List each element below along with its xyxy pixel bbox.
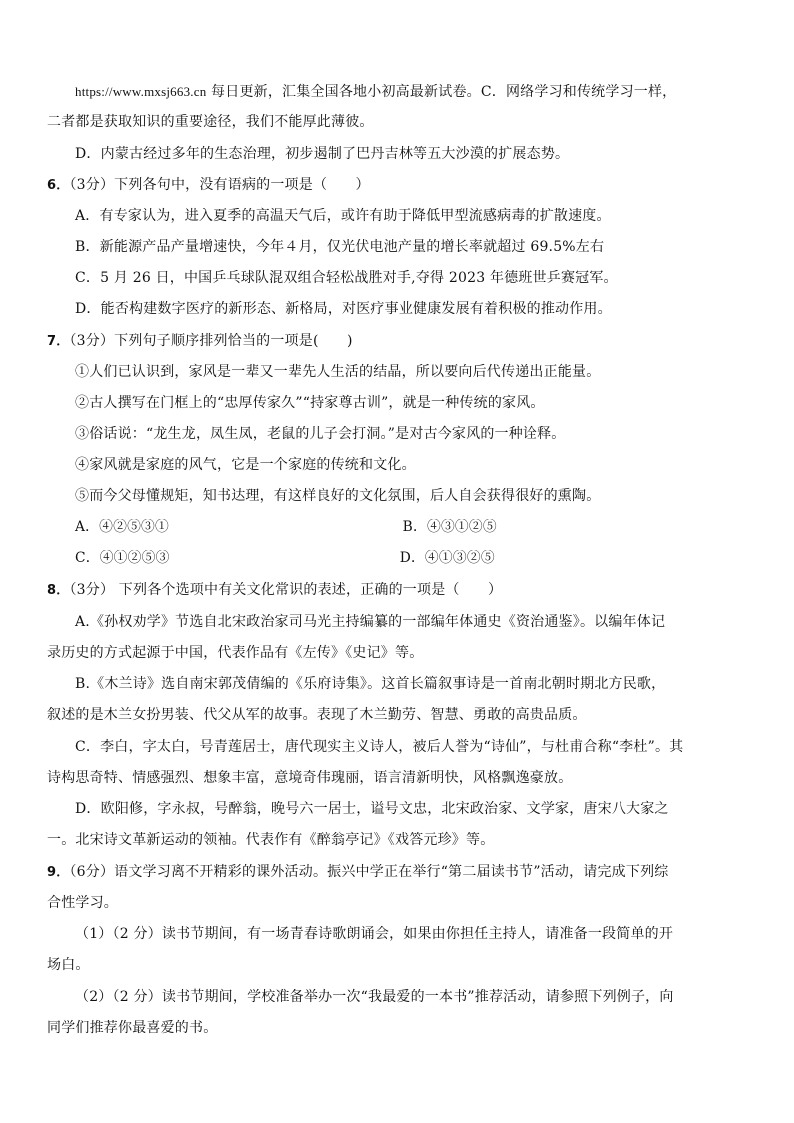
q9-part1-line1: （1）（2 分）读书节期间，有一场青春诗歌朗诵会，如果由你担任主持人，请准备一段简单的开: [75, 926, 674, 942]
q6-option-b: B．新能源产品产量增速快，今年４月，仅光伏电池产量的增长率就超过 69.5%左右: [75, 239, 605, 255]
q9-part2-line1: （2）（2 分）读书节期间，学校准备举办一次“我最爱的一本书”推荐活动，请参照下列例子，向: [75, 989, 674, 1005]
q7-sentence-5: ⑤而今父母懂规矩，知书达理，有这样良好的文化氛围，后人自会获得很好的熏陶。: [75, 488, 601, 504]
q7-stem: [47, 331, 353, 351]
q8-stem: [47, 580, 502, 600]
header-text: 每日更新，汇集全国各地小初高最新试卷。C．网络学习和传统学习一样，: [206, 84, 677, 100]
q7-stem-text: （3分）下列句子顺序排列恰当的一项是( ): [69, 333, 353, 349]
q5-option-c-cont: 二者都是获取知识的重要途径，我们不能厚此薄彼。: [47, 114, 374, 130]
q7-option-a: A．④②⑤③①: [75, 519, 169, 535]
q9-stem-line2: 合性学习。: [47, 895, 118, 911]
q7-number: 7．: [47, 334, 70, 349]
q9-part1-line2: 场白。: [47, 957, 90, 973]
q8-option-a-line2: 录历史的方式起源于中国，代表作品有《左传》《史记》等。: [47, 645, 424, 661]
q6-number: 6．: [47, 178, 70, 193]
source-url: https://www.mxsj663.cn: [75, 84, 207, 99]
header-line: [75, 82, 676, 102]
q7-sentence-1: ①人们已认识到，家风是一辈又一辈先人生活的结晶，所以要向后代传递出正能量。: [75, 364, 601, 380]
q9-stem-text: （6分）语文学习离不开精彩的课外活动。振兴中学正在举行“第二届读书节”活动，请完成下列综: [69, 864, 669, 880]
q6-stem-text: （3分）下列各句中，没有语病的一项是（ ）: [69, 177, 370, 193]
q6-option-d: D．能否构建数字医疗的新形态、新格局，对医疗事业健康发展有着积极的推动作用。: [75, 301, 612, 317]
q8-option-b-line1: B.《木兰诗》选自南宋郭茂倩编的《乐府诗集》。这首长篇叙事诗是一首南北朝时期北方民歌，: [75, 676, 666, 692]
q8-option-a-line1: A.《孙权劝学》节选自北宋政治家司马光主持编纂的一部编年体通史《资治通鉴》。以编年体记: [75, 614, 666, 630]
q9-part2-line2: 同学们推荐你最喜爱的书。: [47, 1020, 218, 1036]
q8-option-c-line1: C．李白，字太白，号青莲居士，唐代现实主义诗人，被后人誉为“诗仙”，与杜甫合称“李杜”。其: [75, 739, 684, 755]
q6-option-a: A．有专家认为，进入夏季的高温天气后，或许有助于降低甲型流感病毒的扩散速度。: [75, 208, 611, 224]
q8-number: 8．: [47, 583, 70, 598]
q7-sentence-4: ④家风就是家庭的风气，它是一个家庭的传统和文化。: [75, 457, 416, 473]
q7-option-d: D．④①③②⑤: [399, 550, 495, 566]
q9-number: 9．: [47, 865, 70, 880]
q8-stem-text: （3分） 下列各个选项中有关文化常识的表述，正确的一项是（ ）: [69, 582, 503, 598]
q9-stem: [47, 862, 668, 882]
q6-option-c: C．5 月 26 日，中国乒乓球队混双组合轻松战胜对手,夺得 2023 年德班世乒赛冠军。: [75, 270, 618, 286]
q5-option-d: D．内蒙古经过多年的生态治理，初步遏制了巴丹吉林等五大沙漠的扩展态势。: [75, 146, 570, 162]
q8-option-d-line1: D．欧阳修，字永叔，号醉翁，晚号六一居士，谥号文忠，北宋政治家、文学家，唐宋八大家之: [75, 801, 669, 817]
q8-option-c-line2: 诗构思奇特、情感强烈、想象丰富，意境奇伟瑰丽，语言清新明快，风格飘逸豪放。: [47, 770, 573, 786]
q7-sentence-2: ②古人撰写在门框上的“忠厚传家久”“持家尊古训”，就是一种传统的家风。: [75, 395, 545, 411]
q7-option-b: B．④③①②⑤: [402, 519, 497, 535]
q6-stem: [47, 175, 370, 195]
q7-options-row-2: [75, 548, 764, 568]
q8-option-d-line2: 一。北宋诗文革新运动的领袖。代表作有《醉翁亭记》《戏答元珍》等。: [47, 832, 495, 848]
q7-sentence-3: ③俗话说：“龙生龙，凤生凤，老鼠的儿子会打洞。”是对古今家风的一种诠释。: [75, 426, 566, 442]
q7-option-c: C．④①②⑤③: [75, 550, 170, 566]
q7-options-row-1: [75, 517, 764, 537]
q8-option-b-line2: 叙述的是木兰女扮男装、代父从军的故事。表现了木兰勤劳、智慧、勇敢的高贵品质。: [47, 707, 587, 723]
